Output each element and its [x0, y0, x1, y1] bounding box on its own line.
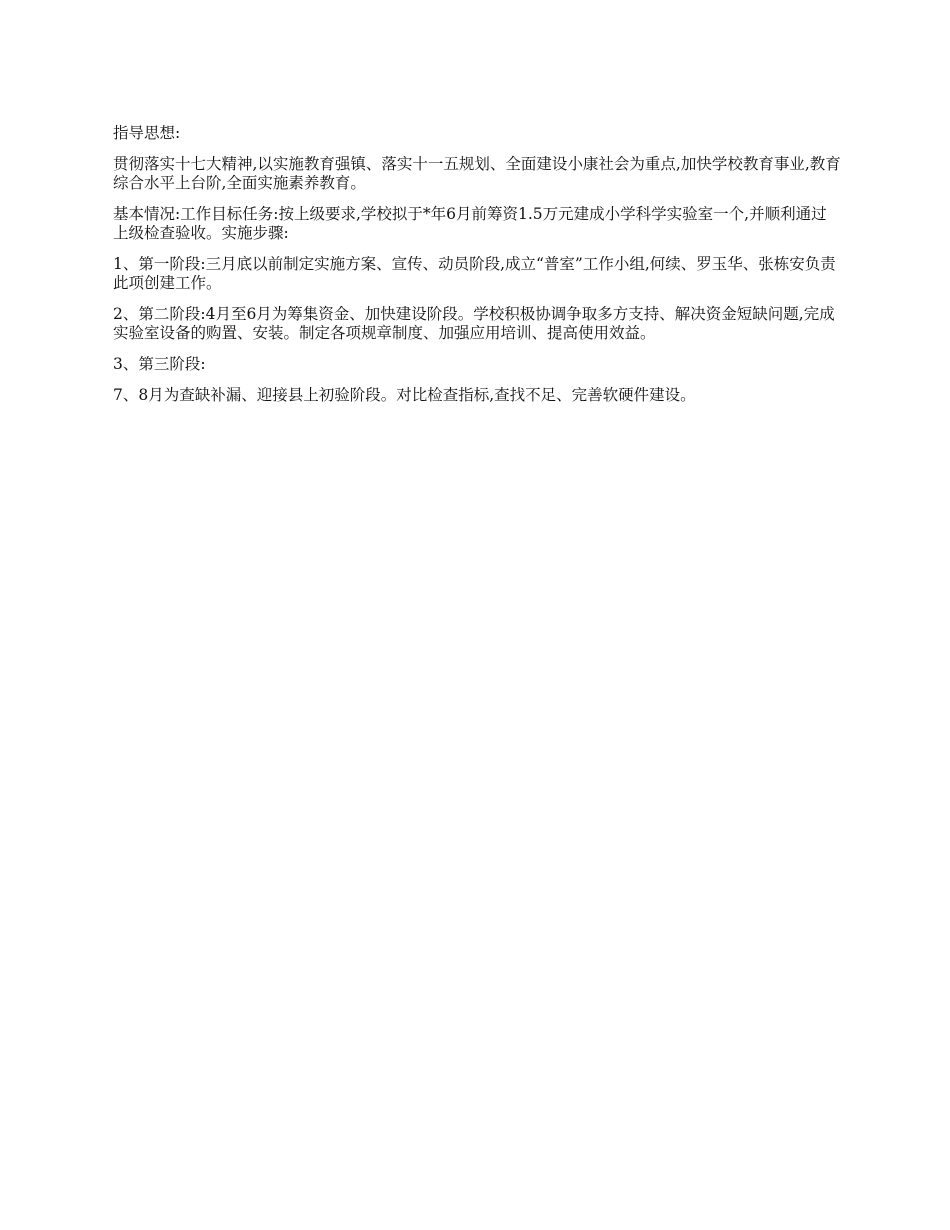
paragraph-stage-three: 7、8月为查缺补漏、迎接县上初验阶段。对比检查指标,查找不足、完善软硬件建设。 [113, 386, 696, 404]
paragraph-stage-one: 1、第一阶段:三月底以前制定实施方案、宣传、动员阶段,成立“普室”工作小组,何续、罗玉华、张栋安负责此项创建工作。 [113, 255, 836, 292]
paragraph-basic-situation: 基本情况:工作目标任务:按上级要求,学校拟于*年6月前筹资1.5万元建成小学科学实验室一个,并顺利通过上级检查验收。实施步骤: [113, 205, 827, 242]
heading-guiding-ideology: 指导思想: [113, 124, 181, 142]
document-body [113, 124, 841, 417]
paragraph-guiding-ideology: 贯彻落实十七大精神,以实施教育强镇、落实十一五规划、全面建设小康社会为重点,加快学校教育事业,教育综合水平上台阶,全面实施素养教育。 [113, 155, 841, 192]
paragraph-stage-two: 2、第二阶段:4月至6月为筹集资金、加快建设阶段。学校积极协调争取多方支持、解决资金短缺问题,完成实验室设备的购置、安装。制定各项规章制度、加强应用培训、提高使用效益。 [113, 305, 835, 342]
paragraph-stage-three-heading: 3、第三阶段: [113, 355, 206, 373]
